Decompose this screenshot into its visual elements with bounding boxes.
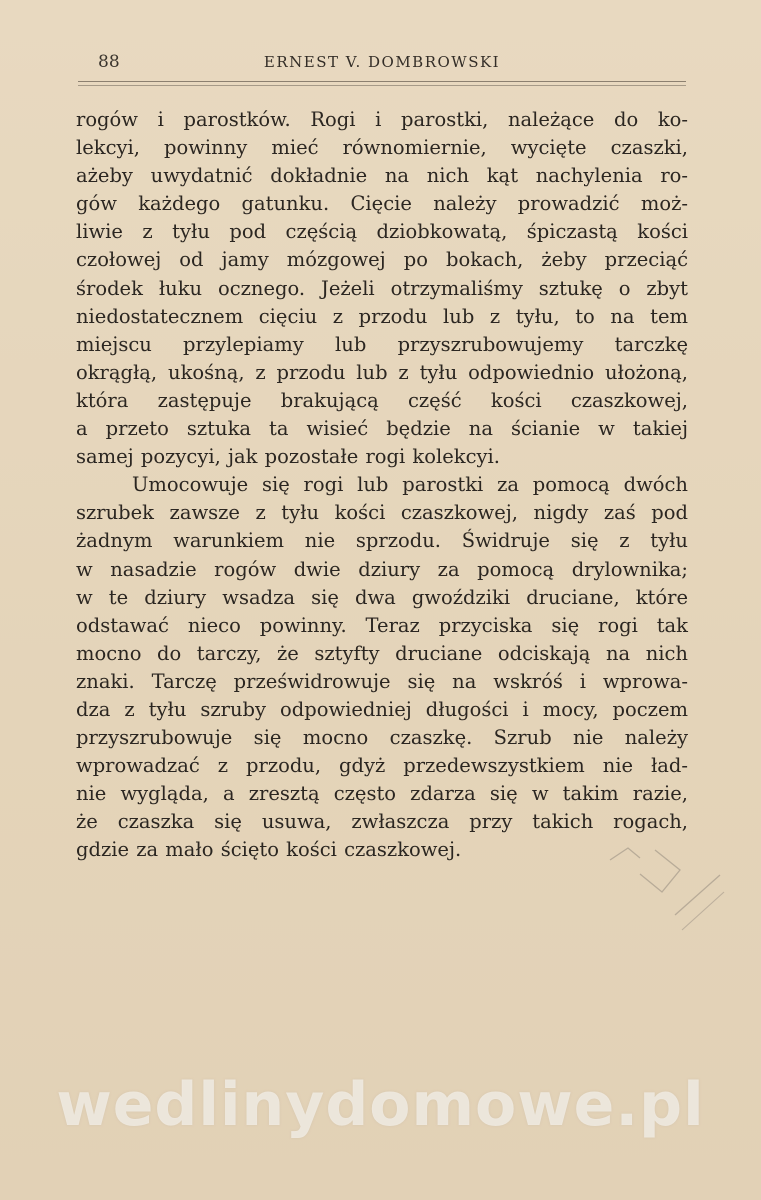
page-number: 88 [98,52,120,72]
paragraph-end-line: samej pozycyi, jak pozostałe rogi kolekcyi. [76,445,500,469]
text-line: mocno do tarczy, że sztyfty druciane odciskają na nich [76,641,688,665]
text-line: znaki. Tarczę prześwidrowuje się na wskróś i wprowa- [76,669,688,693]
paragraph-end-line: gdzie za mało ścięto kości czaszkowej. [76,838,462,862]
text-line: a przeto sztuka ta wisieć będzie na ścianie w takiej [76,417,688,441]
text-line: przyszrubowuje się mocno czaszkę. Szrub nie należy [76,726,688,750]
paragraph-start-line: Umocowuje się rogi lub parostki za pomocą dwóch [132,473,688,497]
text-line: nie wygląda, a zresztą często zdarza się w takim razie, [76,782,688,806]
text-line: w nasadzie rogów dwie dziury za pomocą drylownika; [76,557,688,581]
header-rule [78,81,686,82]
text-line: miejscu przylepiamy lub przyszrubowujemy tarczkę [76,332,688,356]
text-line: szrubek zawsze z tyłu kości czaszkowej, nigdy zaś pod [76,501,688,525]
text-line: dza z tyłu szruby odpowiedniej długości i mocy, poczem [76,697,688,721]
running-head: ERNEST V. DOMBROWSKI [263,53,501,71]
text-line: niedostatecznem cięciu z przodu lub z tyłu, to na tem [76,304,688,328]
text-line: czołowej od jamy mózgowej po bokach, żeby przeciąć [76,248,688,272]
text-line: rogów i parostków. Rogi i parostki, należące do ko- [76,108,688,131]
pencil-mark-icon [600,830,730,940]
text-line: odstawać nieco powinny. Teraz przyciska się rogi tak [76,613,688,637]
text-line: lekcyi, powinny mieć równomiernie, wycięte czaszki, [76,136,688,160]
page-header [78,50,686,76]
text-line: środek łuku ocznego. Jeżeli otrzymaliśmy sztukę o zbyt [76,276,688,300]
watermark: wedlinydomowe.pl [56,1070,705,1140]
text-line: ażeby uwydatnić dokładnie na nich kąt nachylenia ro- [76,164,688,188]
header-rule-secondary [78,85,686,86]
text-line: żadnym warunkiem nie sprzodu. Świdruje się z tyłu [76,529,688,553]
text-line: że czaszka się usuwa, zwłaszcza przy takich rogach, [76,810,688,834]
text-line: okrągłą, ukośną, z przodu lub z tyłu odpowiednio ułożoną, [76,360,688,384]
text-line: gów każdego gatunku. Cięcie należy prowadzić moż- [76,192,688,216]
text-line: która zastępuje brakującą część kości czaszkowej, [76,388,688,412]
text-line: liwie z tyłu pod częścią dziobkowatą, śpiczastą kości [76,220,688,244]
text-line: wprowadzać z przodu, gdyż przedewszystkiem nie ład- [76,754,688,778]
text-line: w te dziury wsadza się dwa gwoździki druciane, które [76,585,688,609]
body-text [76,106,688,865]
